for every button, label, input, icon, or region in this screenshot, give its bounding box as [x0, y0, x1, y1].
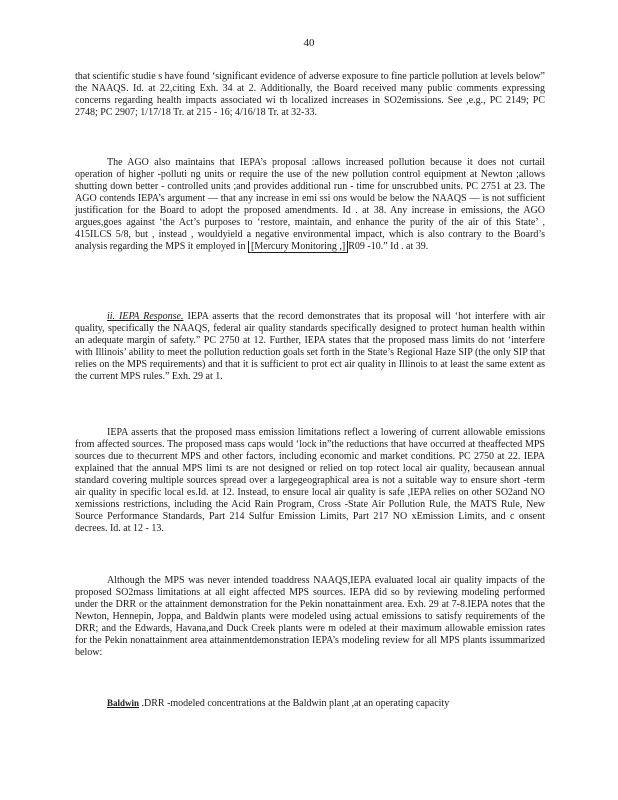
iepa-response-heading: ii. IEPA Response. [107, 311, 184, 322]
paragraph-6-text [75, 697, 545, 710]
mercury-monitoring-citation: [Mercury Monitoring ,] [248, 241, 348, 253]
paragraph-3 [75, 311, 545, 383]
paragraph-5 [75, 575, 545, 659]
page-number: 40 [303, 37, 315, 49]
paragraph-2-text [75, 157, 545, 253]
paragraph-3-body: IEPA asserts that the record demonstrates that its proposal will ‘hot interfere with air quality, specifically the NAAQS, federal air quality standards specifically designed to protect human health within an adequate margin of safety.” PC 2750 at 12. Further, IEPA states that the proposed mass limits do not ‘interfere with Illinois’ ability to meet the pollution reduction goals set forth in the State’s Regional Haze SIP (the only SIP that relies on the MPS requirements) and that it is sufficient to prot ect air quality in Illinois to at least the same extent as the current MPS rules.” Exh. 29 at 1. [75, 311, 546, 382]
paragraph-2-text-b: R09 -10.” Id . at 39. [348, 241, 429, 252]
paragraph-2 [75, 157, 545, 253]
paragraph-4-text: IEPA asserts that the proposed mass emission limitations reflect a lowering of current allowable emissions from affected sources. The proposed mass caps would ‘lock in”the reductions that have occurred at theaffected MPS sources due to thecurrent MPS and other factors, including economic and market conditions. PC 2750 at 22. IEPA explained that the annual MPS limi ts are not designed or relied on top rotect local air quality, becausean annual standard covering multiple sources spread over a largegeographical area is not a suitable way to ensure short -term air quality in specific local es.Id. at 12. Instead, to ensure local air quality is safe ,IEPA relies on other SO2and NO xemissions restrictions, including the Acid Rain Program, Cross -State Air Pollution Rule, the MATS Rule, New Source Performance Standards, Part 214 Sulfur Emission Limits, Part 217 NO xEmission Limits, and c onsent decrees. Id. at 12 - 13. [75, 427, 545, 534]
paragraph-1 [75, 71, 545, 119]
paragraph-5-text: Although the MPS was never intended toaddress NAAQS,IEPA evaluated local air quality impacts of the proposed SO2mass limitations at all eight affected MPS sources. IEPA did so by reviewing modeling performed under the DRR or the attainment demonstration for the Pekin nonattainment area. Exh. 29 at 7-8.IEPA notes that the Newton, Hennepin, Joppa, and Baldwin plants were modeled using actual emissions to satisfy requirements of the DRR; and the Edwards, Havana,and Duck Creek plants were m odeled at their maximum allowable emission rates for the Pekin nonattainment area attainmentdemonstration IEPA’s modeling review for all MPS plants issummarized below: [75, 575, 545, 658]
paragraph-6-body: .DRR -modeled concentrations at the Baldwin plant ,at an operating capacity [141, 698, 450, 709]
paragraph-4 [75, 427, 545, 535]
paragraph-1-text: that scientific studie s have found ‘significant evidence of adverse exposure to fine particle pollution at levels below” the NAAQS. Id. at 22,citing Exh. 34 at 2. Additionally, the Board received many public comments expressing concerns regarding health impacts associated wi th localized increases in SO2emissions. See ,e.g., PC 2149; PC 2748; PC 2907; 1/17/18 Tr. at 215 - 16; 4/16/18 Tr. at 32-33. [75, 71, 545, 118]
paragraph-3-text [75, 311, 545, 383]
paragraph-2-text-a: The AGO also maintains that IEPA’s proposal :allows increased pollution because it does not curtail operation of higher -polluti ng units or require the use of the new pollution control equipment at Newton ;allows shutting down better - controlled units ;and provides additional run - time for unscrubbed units. PC 2751 at 23. The AGO contends IEPA’s argument — that any increase in emi ssi ons would be below the NAAQS — is not sufficient justification for the Board to adopt the proposed amendments. Id . at 38. Any increase in emissions, the AGO argues,goes against ‘the Act’s purposes to ‘restore, maintain, and enhance the purity of the air of this State’ , 415ILCS 5/8, but , instead , wouldyield a negative environmental impact, which is also contrary to the Board’s analysis regarding the MPS it employed in [75, 157, 545, 252]
baldwin-label: Baldwin [107, 698, 140, 708]
paragraph-6 [75, 697, 545, 710]
